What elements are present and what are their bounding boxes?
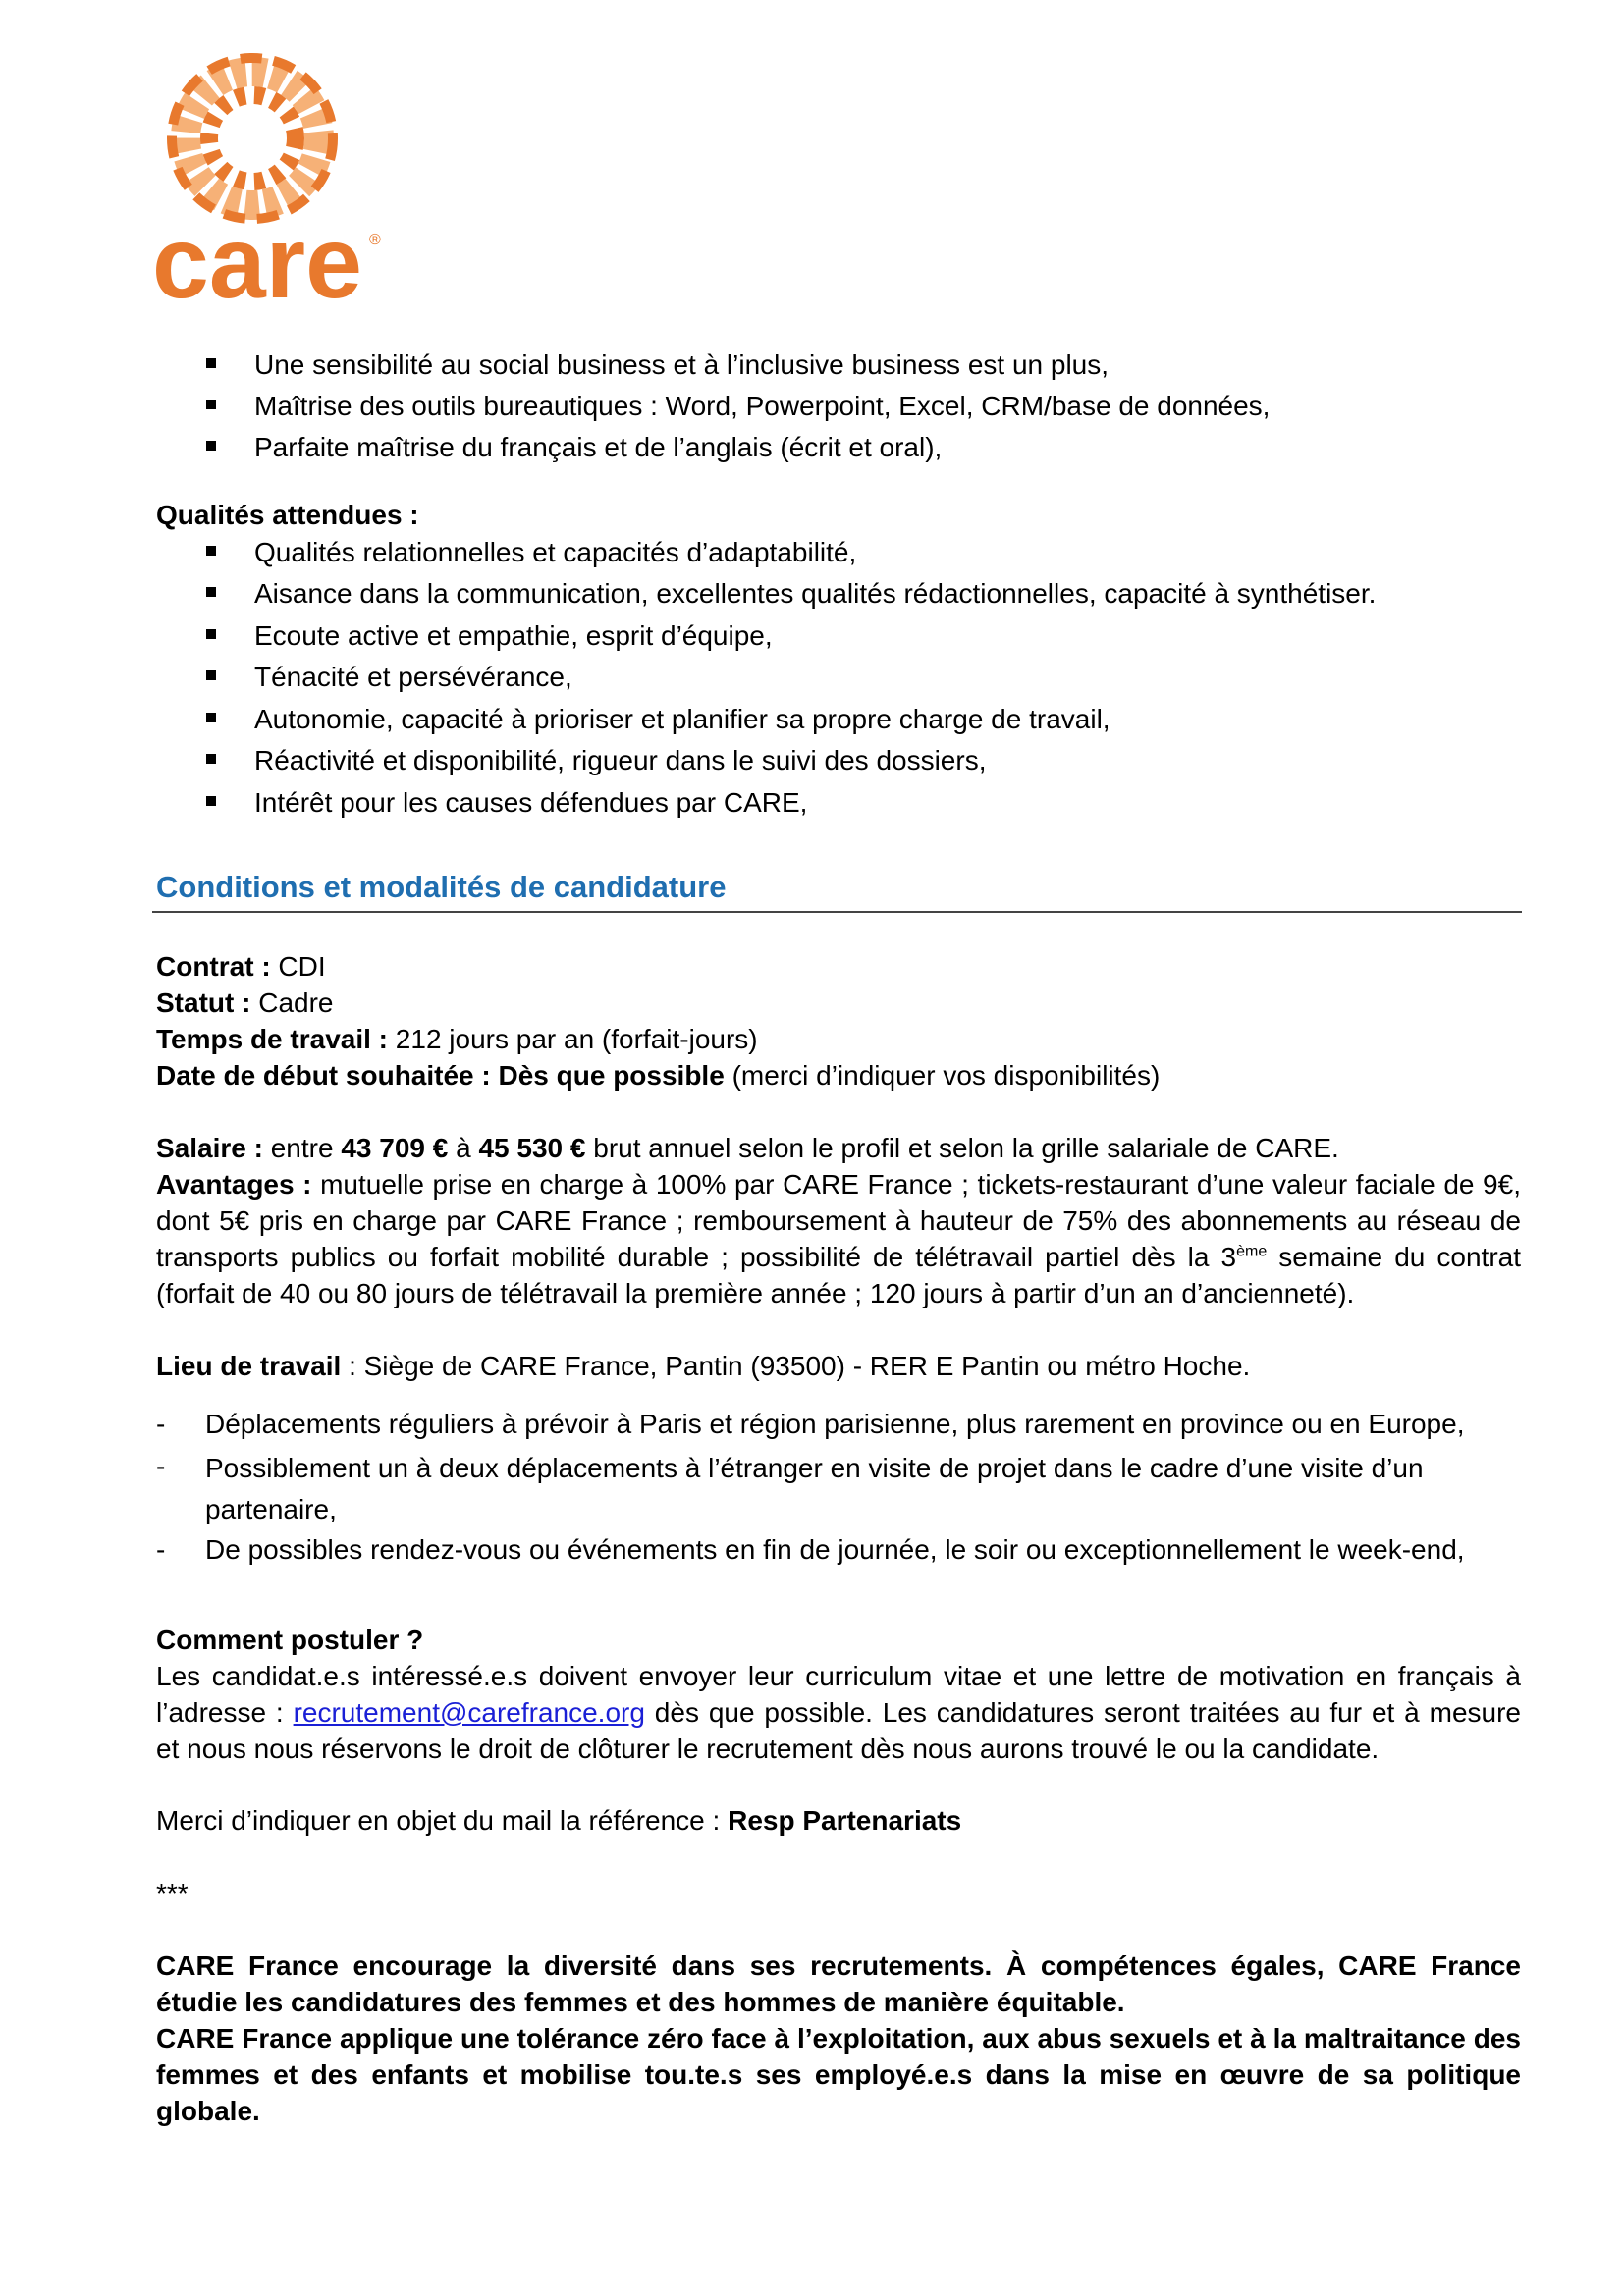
- document-page: care ® Une sensibilité au social business et à l’inclusive business est un plus, Maîtrise des outils bureautiques : Word, Powerpoint, Excel, CRM/base de données, Parfaite maîtrise du français et de l’anglais (écrit et oral), Qualités attendues : Qualités relationnelles et capacités d’adaptabilité, Aisance dans la communication, excellentes qualités rédactionnelles, capacité à synthétiser. Ecoute active et empathie, esprit d’équipe, Ténacité et persévérance, Autonomie, capacité à prioriser et planifier sa propre charge de travail, Réactivité et disponibilité, rigueur dans le suivi des dossiers, Intérêt pour les causes défendues par CARE, Conditions et modalités de candidature Contrat : CDI Statut : Cadre Temps de travail : 212 jours par an (forfait-jours) Date de début souhaitée : Dès que possible (merci d’indiquer vos disponibilités) Salaire : entre 43 709 € à 45 530 € brut annuel selon le profil et selon la grille salariale de CARE. Avantages : mutuelle prise en charge à 100% par CARE France ; tickets-restaurant d’une valeur faciale de 9€, dont 5€ pris en charge par CARE France ; remboursement à hauteur de 75% des abonnements au réseau de transports publics ou forfait mobilité durable ; possibilité de télétravail partiel dès la 3ème semaine du contrat (forfait de 40 ou 80 jours de télétravail la première année ; 120 jours à partir d’un an d’ancienneté). Lieu de travail : Siège de CARE France, Pantin (93500) - RER E Pantin ou métro Hoche. - Déplacements réguliers à prévoir à Paris et région parisienne, plus rarement en province ou en Europe, - Possiblement un à deux déplacements à l’étranger en visite de projet dans le cadre d’une visite d’un partenaire, - De possibles rendez-vous ou événements en fin de journée, le soir ou exceptionnellement le week-end, Comment postuler ? Les candidat.e.s intéressé.e.s doivent envoyer leur curriculum vitae et une lettre de motivation en français à l’adresse : recrutement@carefrance.org dès que possible. Les candidatures seront traitées au fur et à mesure et nous nous réservons le droit de clôturer le recrutement dès nous aurons trouvé le ou la candidate. Merci d’indiquer en objet du mail la référence : Resp Partenariats *** CARE France encourage la diversité dans ses recrutements. À compétences égales, CARE France étudie les candidatures des femmes et des hommes de manière équitable. CARE France applique une tolérance zéro face à l’exploitation, aux abus sexuels et à la maltraitance des femmes et des enfants et mobilise tou.te.s ses employé.e.s dans la mise en œuvre de sa politique globale.: [0, 0, 1624, 2296]
- bullet-icon: [206, 546, 216, 556]
- statut-line: Statut : Cadre: [156, 988, 334, 1018]
- lieu-line: Lieu de travail : Siège de CARE France, Pantin (93500) - RER E Pantin ou métro Hoche.: [156, 1351, 1251, 1381]
- date-line: Date de début souhaitée : Dès que possible (merci d’indiquer vos disponibilités): [156, 1060, 1161, 1091]
- bullet-icon: [206, 441, 216, 451]
- bullet-icon: [206, 670, 216, 680]
- care-logo: [152, 52, 383, 307]
- bullet-icon: [206, 587, 216, 597]
- postuler-paragraph: Les candidat.e.s intéressé.e.s doivent envoyer leur curriculum vitae et une lettre de motivation en français à l’adresse : recrutement@carefrance.org dès que possible. Les candidatures seront traitées au fur et à mesure et nous nous réservons le droit de clôturer le recrutement dès nous aurons trouvé le ou la candidate.: [156, 1661, 1521, 1764]
- bullet-icon: [206, 754, 216, 764]
- dash-bullet: -: [156, 1534, 166, 1565]
- tolerance-statement: CARE France applique une tolérance zéro face à l’exploitation, aux abus sexuels et à la maltraitance des femmes et des enfants et mobilise tou.te.s ses employé.e.s dans la mise en œuvre de sa politique globale.: [156, 2023, 1521, 2126]
- email-link[interactable]: recrutement@carefrance.org: [293, 1697, 645, 1728]
- registered-mark: ®: [369, 232, 381, 248]
- separator: ***: [156, 1878, 189, 1908]
- circle-of-hands-icon: [172, 58, 333, 219]
- reference-line: Merci d’indiquer en objet du mail la référence : Resp Partenariats: [156, 1805, 962, 1836]
- qualites-heading: Qualités attendues :: [156, 500, 419, 530]
- dash-bullet: -: [156, 1451, 166, 1481]
- bullet-icon: [206, 796, 216, 806]
- salaire-line: Salaire : entre 43 709 € à 45 530 € brut annuel selon le profil et selon la grille salariale de CARE.: [156, 1133, 1339, 1163]
- section-heading: Conditions et modalités de candidature: [156, 870, 727, 904]
- diversite-statement: CARE France encourage la diversité dans ses recrutements. À compétences égales, CARE France étudie les candidatures des femmes et des hommes de manière équitable.: [156, 1950, 1521, 2017]
- bullet-icon: [206, 358, 216, 368]
- bullet-icon: [206, 713, 216, 722]
- dash-bullet: -: [156, 1409, 166, 1439]
- postuler-heading: Comment postuler ?: [156, 1625, 424, 1655]
- contrat-line: Contrat : CDI: [156, 951, 326, 982]
- bullet-icon: [206, 629, 216, 639]
- avantages-paragraph: Avantages : mutuelle prise en charge à 100% par CARE France ; tickets-restaurant d’une valeur faciale de 9€, dont 5€ pris en charge par CARE France ; remboursement à hauteur de 75% des abonnements au réseau de transports publics ou forfait mobilité durable ; possibilité de télétravail partiel dès la 3ème semaine du contrat (forfait de 40 ou 80 jours de télétravail la première année ; 120 jours à partir d’un an d’ancienneté).: [156, 1169, 1522, 1308]
- bullet-icon: [206, 400, 216, 409]
- care-wordmark: care: [152, 206, 362, 307]
- section-divider: [152, 911, 1522, 913]
- temps-line: Temps de travail : 212 jours par an (forfait-jours): [156, 1024, 758, 1054]
